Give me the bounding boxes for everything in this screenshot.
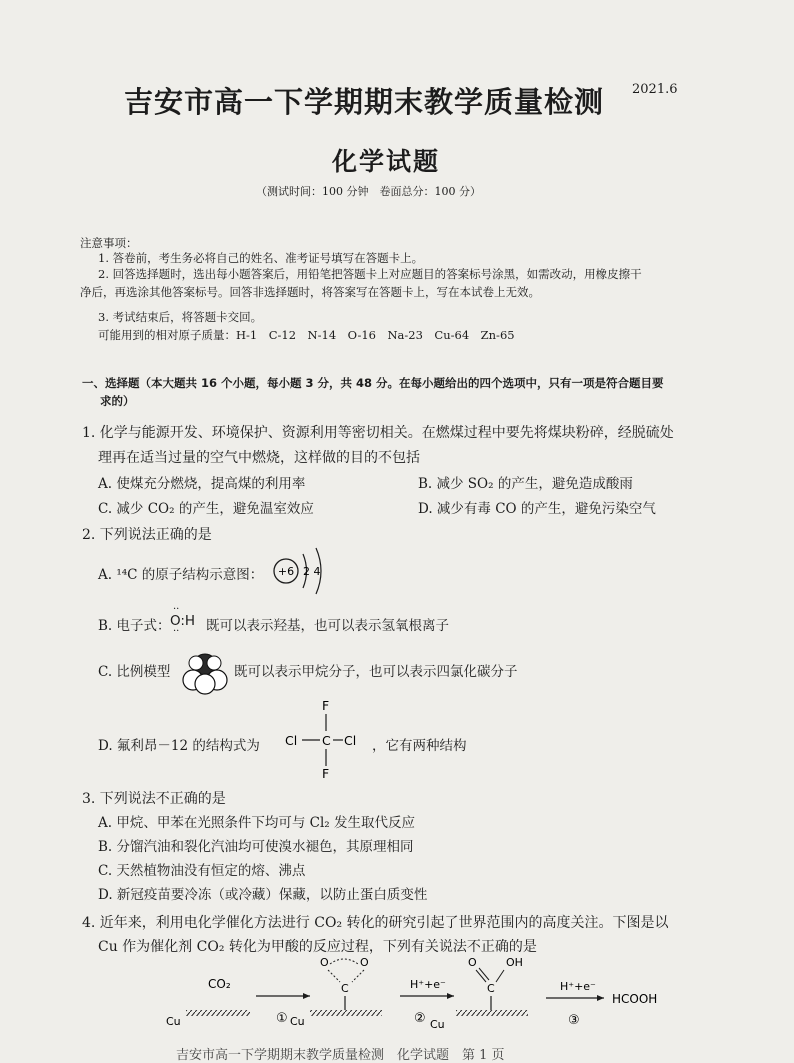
lone-pair-top: ·· xyxy=(173,604,180,615)
notes-item-3: 3. 考试结束后，将答题卡交回。 xyxy=(98,310,263,324)
q1-option-c: C. 减少 CO₂ 的产生，避免温室效应 xyxy=(98,501,314,517)
q1-stem-line2: 理再在适当过量的空气中燃烧，这样做的目的不包括 xyxy=(98,450,420,466)
step-2-label: ② xyxy=(414,1011,426,1026)
exam-title: 吉安市高一下学期期末教学质量检测 xyxy=(124,85,605,119)
o-left-label: O xyxy=(320,956,329,969)
atom-structure-diagram xyxy=(270,544,330,598)
cu-label-2: Cu xyxy=(290,1015,305,1028)
q4-stem-line2: Cu 作为催化剂 CO₂ 转化为甲酸的反应过程，下列有关说法不正确的是 xyxy=(98,939,537,955)
q2-stem: 2. 下列说法正确的是 xyxy=(82,527,212,543)
step-1-label: ① xyxy=(276,1011,288,1026)
q2-option-d-suffix: ，它有两种结构 xyxy=(372,738,467,754)
q2-option-a: A. ¹⁴C 的原子结构示意图： xyxy=(98,567,264,583)
notes-item-1: 1. 答卷前，考生务必将自己的姓名、准考证号填写在答题卡上。 xyxy=(98,251,424,265)
freon-structure-diagram xyxy=(282,696,372,782)
step-3-label: ③ xyxy=(568,1013,580,1028)
q1-stem-line1: 1. 化学与能源开发、环境保护、资源利用等密切相关。在燃煤过程中要先将煤块粉碎，经脱硫处 xyxy=(82,425,674,441)
q3-option-c: C. 天然植物油没有恒定的熔、沸点 xyxy=(98,863,306,879)
notes-item-2-line2: 净后，再选涂其他答案标号。回答非选择题时，将答案写在答题卡上，写在本试卷上无效。 xyxy=(80,285,540,299)
q3-option-b: B. 分馏汽油和裂化汽油均可使溴水褪色，其原理相同 xyxy=(98,839,414,855)
notes-item-2-line1: 2. 回答选择题时，选出每小题答案后，用铅笔把答题卡上对应题目的答案标号涂黑，如需改动，用橡皮擦干 xyxy=(98,267,642,281)
cu-label-1: Cu xyxy=(166,1015,181,1028)
freon-f-top: F xyxy=(322,698,330,713)
q1-option-a: A. 使煤充分燃烧，提高煤的利用率 xyxy=(98,476,306,492)
freon-cl-right: Cl xyxy=(344,733,357,748)
page-footer: 吉安市高一下学期期末教学质量检测 化学试题 第 1 页 xyxy=(176,1048,505,1063)
q2-option-b-suffix: 既可以表示羟基，也可以表示氢氧根离子 xyxy=(206,618,449,634)
exam-date: 2021.6 xyxy=(632,82,678,97)
cu-label-3: Cu xyxy=(430,1018,445,1031)
reaction-process-diagram xyxy=(160,952,720,1038)
subject-title: 化学试题 xyxy=(332,147,441,176)
exam-info: （测试时间：100 分钟 卷面总分：100 分） xyxy=(256,185,481,198)
freon-cl-left: Cl xyxy=(285,733,298,748)
q1-option-b: B. 减少 SO₂ 的产生，避免造成酸雨 xyxy=(418,476,633,492)
q1-option-d: D. 减少有毒 CO 的产生，避免污染空气 xyxy=(418,501,656,517)
lone-pair-bottom: ·· xyxy=(173,626,180,637)
co2-label: CO₂ xyxy=(208,977,231,991)
oh-label: OH xyxy=(506,956,523,969)
q2-option-b-prefix: B. 电子式： xyxy=(98,618,171,634)
q2-option-c-prefix: C. 比例模型 xyxy=(98,664,171,680)
q4-stem-line1: 4. 近年来，利用电化学催化方法进行 CO₂ 转化的研究引起了世界范围内的高度关注。下图是以 xyxy=(82,915,669,931)
h-e-label-1: H⁺+e⁻ xyxy=(410,978,446,991)
q3-stem: 3. 下列说法不正确的是 xyxy=(82,791,226,807)
product-label: HCOOH xyxy=(612,992,658,1006)
o-right-label: O xyxy=(360,956,369,969)
q2-option-d-prefix: D. 氟利昂－12 的结构式为 xyxy=(98,738,260,754)
section-heading-line1: 一、选择题（本大题共 16 个小题，每小题 3 分，共 48 分。在每小题给出的四个选项中，只有一项是符合题目要 xyxy=(82,376,664,390)
o-acid-label: O xyxy=(468,956,477,969)
electron-formula xyxy=(170,604,196,637)
space-filling-model-icon xyxy=(176,650,234,696)
q2-option-c-suffix: 既可以表示甲烷分子，也可以表示四氯化碳分子 xyxy=(234,664,518,680)
freon-f-bottom: F xyxy=(322,766,330,781)
c-label-1: C xyxy=(341,982,349,995)
section-heading-line2: 求的） xyxy=(100,394,135,408)
atom-nucleus-label: +6 xyxy=(277,565,295,578)
q3-option-a: A. 甲烷、甲苯在光照条件下均可与 Cl₂ 发生取代反应 xyxy=(98,815,415,831)
notes-heading: 注意事项： xyxy=(80,236,138,250)
atomic-masses: 可能用到的相对原子质量：H-1 C-12 N-14 O-16 Na-23 Cu-64 Zn-65 xyxy=(98,328,515,342)
h-e-label-2: H⁺+e⁻ xyxy=(560,980,596,993)
atom-shell-label: 2 4 xyxy=(303,565,321,578)
q3-option-d: D. 新冠疫苗要冷冻（或冷藏）保藏，以防止蛋白质变性 xyxy=(98,887,428,903)
electron-formula-text: O:H xyxy=(170,613,196,629)
freon-c-center: C xyxy=(322,733,331,748)
c-label-2: C xyxy=(487,982,495,995)
